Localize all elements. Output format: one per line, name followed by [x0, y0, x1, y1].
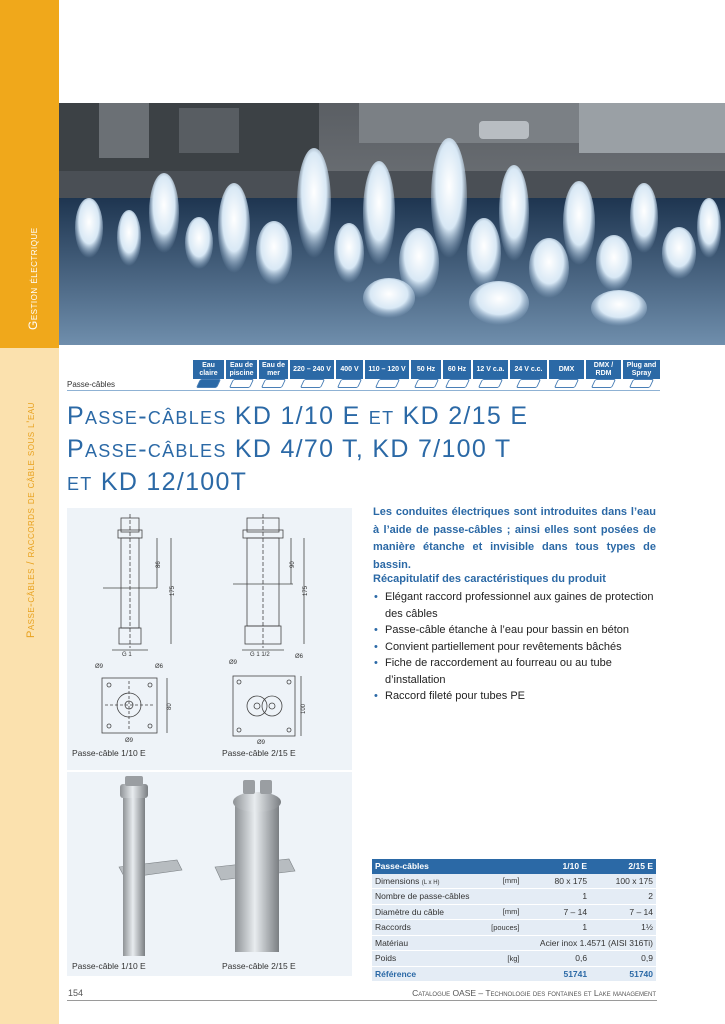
feature-header: DMX / RDM: [585, 360, 622, 379]
feature-header: Eau de mer: [258, 360, 289, 379]
list-item: • Fiche de raccordement au fourreau ou au tube d’installation: [374, 657, 612, 686]
intro-paragraph: Les conduites électriques sont introduites dans l’eau à l’aide de passe-câbles ; ainsi elles sont posées de manière étanche et invisible dans tous types de bassin.: [373, 506, 656, 571]
feature-indicator: [261, 379, 286, 388]
feature-table: [67, 360, 660, 391]
table-row: Poids [kg] 0,6 0,9: [372, 951, 656, 967]
feature-header: 220 – 240 V: [289, 360, 335, 379]
feature-indicator: [628, 379, 653, 388]
feature-header: 12 V c.a.: [472, 360, 509, 379]
footer-divider: [67, 1000, 657, 1001]
drawing-caption-right: Passe-câble 2/15 E: [222, 748, 296, 758]
hole-right-1: Ø9: [229, 660, 238, 666]
square-left: 80: [167, 703, 173, 710]
feature-header: DMX: [548, 360, 585, 379]
feature-header: 110 – 120 V: [364, 360, 410, 379]
feature-header: 60 Hz: [442, 360, 472, 379]
feature-indicator: [374, 379, 399, 388]
feature-row: [67, 379, 660, 391]
title-line-1: Passe-câbles KD 1/10 E et KD 2/15 E: [67, 402, 529, 430]
table-row-reference: Référence 51741 51740: [372, 966, 656, 982]
footer-text: Catalogue OASE – Technologie des fontaines et Lake management: [412, 988, 656, 998]
spec-col-header: Passe-câbles: [372, 859, 481, 874]
list-item: • Elégant raccord professionnel aux gaines de protection des câbles: [374, 591, 654, 620]
spec-col-header: 1/10 E: [522, 859, 590, 874]
list-item: • Raccord fileté pour tubes PE: [374, 690, 526, 702]
feature-header: 24 V c.c.: [509, 360, 548, 379]
dim-left-total: 175: [170, 585, 176, 596]
photo-caption-left: Passe-câble 1/10 E: [72, 961, 146, 971]
list-item: • Passe-câble étanche à l’eau pour bassin en béton: [374, 624, 630, 636]
hole-left-3: Ø9: [125, 738, 134, 744]
photo-caption-right: Passe-câble 2/15 E: [222, 961, 296, 971]
hole-right-3: Ø9: [257, 740, 266, 746]
feature-indicator: [554, 379, 579, 388]
dim-left-top: 86: [156, 561, 162, 568]
feature-indicator: [196, 379, 221, 388]
square-right: 100: [301, 703, 307, 714]
feature-indicator: [299, 379, 324, 388]
spec-table: [372, 859, 656, 982]
feature-indicator: [229, 379, 254, 388]
feature-row-label: Passe-câbles: [67, 379, 192, 391]
page-title: [67, 400, 528, 499]
feature-header: Eau de piscine: [225, 360, 258, 379]
summary-list: [373, 589, 663, 705]
table-row: Diamètre du câble [mm] 7 – 14 7 – 14: [372, 904, 656, 920]
page-number: 154: [68, 988, 84, 998]
table-row: Dimensions (L x H) [mm] 80 x 175 100 x 175: [372, 874, 656, 889]
product-photo-left: [119, 776, 182, 956]
feature-indicator: [337, 379, 362, 388]
title-line-3: et KD 12/100T: [67, 468, 248, 496]
hole-left-1: Ø9: [95, 664, 104, 670]
feature-header: 50 Hz: [410, 360, 442, 379]
fountain-photo: [59, 103, 725, 345]
sidebar-section-bottom: [0, 348, 59, 1024]
feature-indicator: [444, 379, 469, 388]
feature-indicator: [478, 379, 503, 388]
spec-col-header: 2/15 E: [590, 859, 656, 874]
sidebar-section-top: [0, 0, 59, 348]
thread-left: G 1: [122, 652, 132, 658]
summary-heading: Récapitulatif des caractéristiques du produit: [373, 573, 606, 585]
dim-right-total: 175: [303, 585, 309, 596]
table-header: [372, 859, 656, 874]
title-line-2: Passe-câbles KD 4/70 T, KD 7/100 T: [67, 435, 512, 463]
list-item: • Convient partiellement pour revêtements bâchés: [374, 640, 622, 653]
feature-indicator: [591, 379, 616, 388]
product-photo-panel: [67, 772, 352, 976]
spec-col-header: [481, 859, 522, 874]
table-row: Matériau Acier inox 1.4571 (AISI 316Ti): [372, 935, 656, 951]
sidebar-bottom-label: Passe-câbles / raccords de câble sous l’eau: [25, 402, 37, 638]
technical-drawing-panel: [67, 508, 352, 770]
feature-indicator: [413, 379, 438, 388]
table-row: Nombre de passe-câbles 1 2: [372, 889, 656, 905]
drawing-caption-left: Passe-câble 1/10 E: [72, 748, 146, 758]
table-row: Raccords [pouces] 1 1½: [372, 920, 656, 936]
product-photo-right: [215, 780, 295, 952]
feature-indicator: [516, 379, 541, 388]
sidebar-top-label: Gestion électrique: [26, 227, 40, 330]
thread-right: G 1 1/2: [250, 652, 270, 658]
feature-header: Plug and Spray: [622, 360, 660, 379]
hole-left-2: Ø6: [155, 664, 164, 670]
dim-right-top: 90: [290, 561, 296, 568]
hole-right-2: Ø6: [295, 654, 304, 660]
feature-header: Eau claire: [192, 360, 225, 379]
feature-header: 400 V: [335, 360, 364, 379]
